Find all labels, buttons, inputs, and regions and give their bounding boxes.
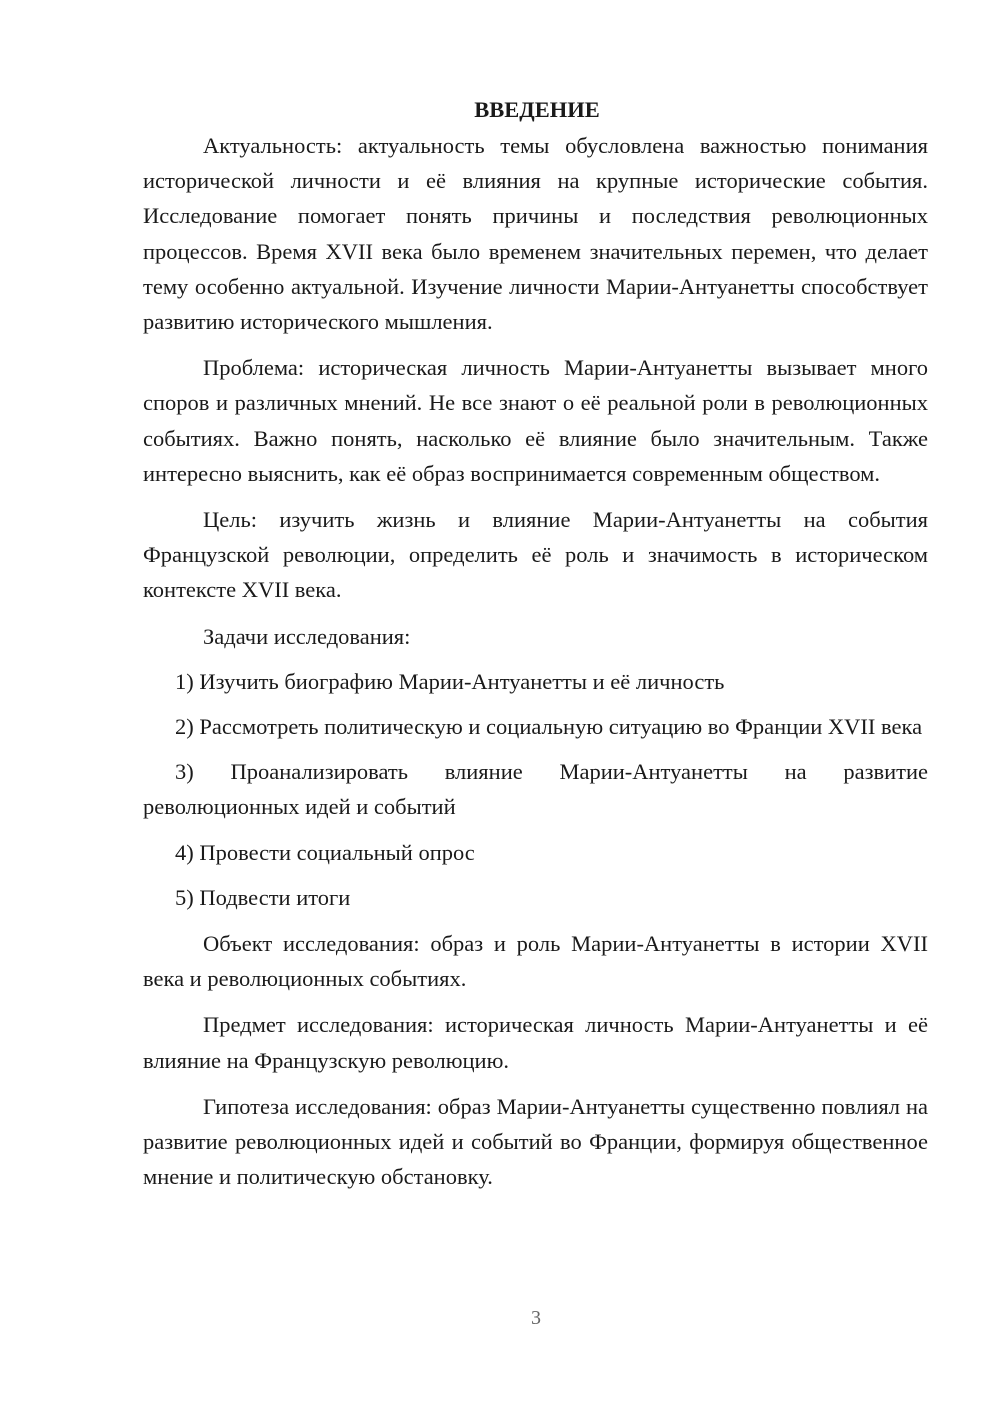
tasks-heading: Задачи исследования:	[203, 623, 411, 649]
subject-paragraph: Предмет исследования: историческая личность Марии-Антуанетты и её влияние на Французскую революцию.	[143, 1012, 928, 1073]
task-item-2: 2) Рассмотреть политическую и социальную ситуацию во Франции XVII века	[175, 714, 923, 740]
page-number: 3	[531, 1307, 541, 1329]
task-item-3: 3) Проанализировать влияние Марии-Антуанетты на развитие революционных идей и событий	[143, 759, 928, 820]
page-heading: ВВЕДЕНИЕ	[474, 97, 600, 122]
task-item-4: 4) Провести социальный опрос	[175, 839, 475, 865]
relevance-paragraph: Актуальность: актуальность темы обусловлена важностью понимания исторической личности и её влияния на крупные исторические события. Исследование помогает понять причины и последствия революционных процессов. Время XVII века было временем значительных перемен, что делает тему особенно актуальной. Изучение личности Марии-Антуанетты способствует развитию исторического мышления.	[143, 133, 928, 335]
goal-paragraph: Цель: изучить жизнь и влияние Марии-Антуанетты на события Французской революции, определить её роль и значимость в историческом контексте XVII века.	[143, 507, 928, 603]
task-item-1: 1) Изучить биографию Марии-Антуанетты и её личность	[175, 668, 725, 694]
object-paragraph: Объект исследования: образ и роль Марии-Антуанетты в истории XVII века и революционных событиях.	[143, 931, 928, 992]
problem-paragraph: Проблема: историческая личность Марии-Антуанетты вызывает много споров и различных мнений. Не все знают о её реальной роли в революционных событиях. Важно понять, насколько её влияние было значительным. Также интересно выяснить, как её образ воспринимается современным обществом.	[143, 355, 928, 486]
page-content	[143, 94, 928, 1194]
hypothesis-paragraph: Гипотеза исследования: образ Марии-Антуанетты существенно повлиял на развитие революционных идей и событий во Франции, формируя общественное мнение и политическую обстановку.	[143, 1093, 928, 1190]
task-item-5: 5) Подвести итоги	[175, 884, 351, 910]
